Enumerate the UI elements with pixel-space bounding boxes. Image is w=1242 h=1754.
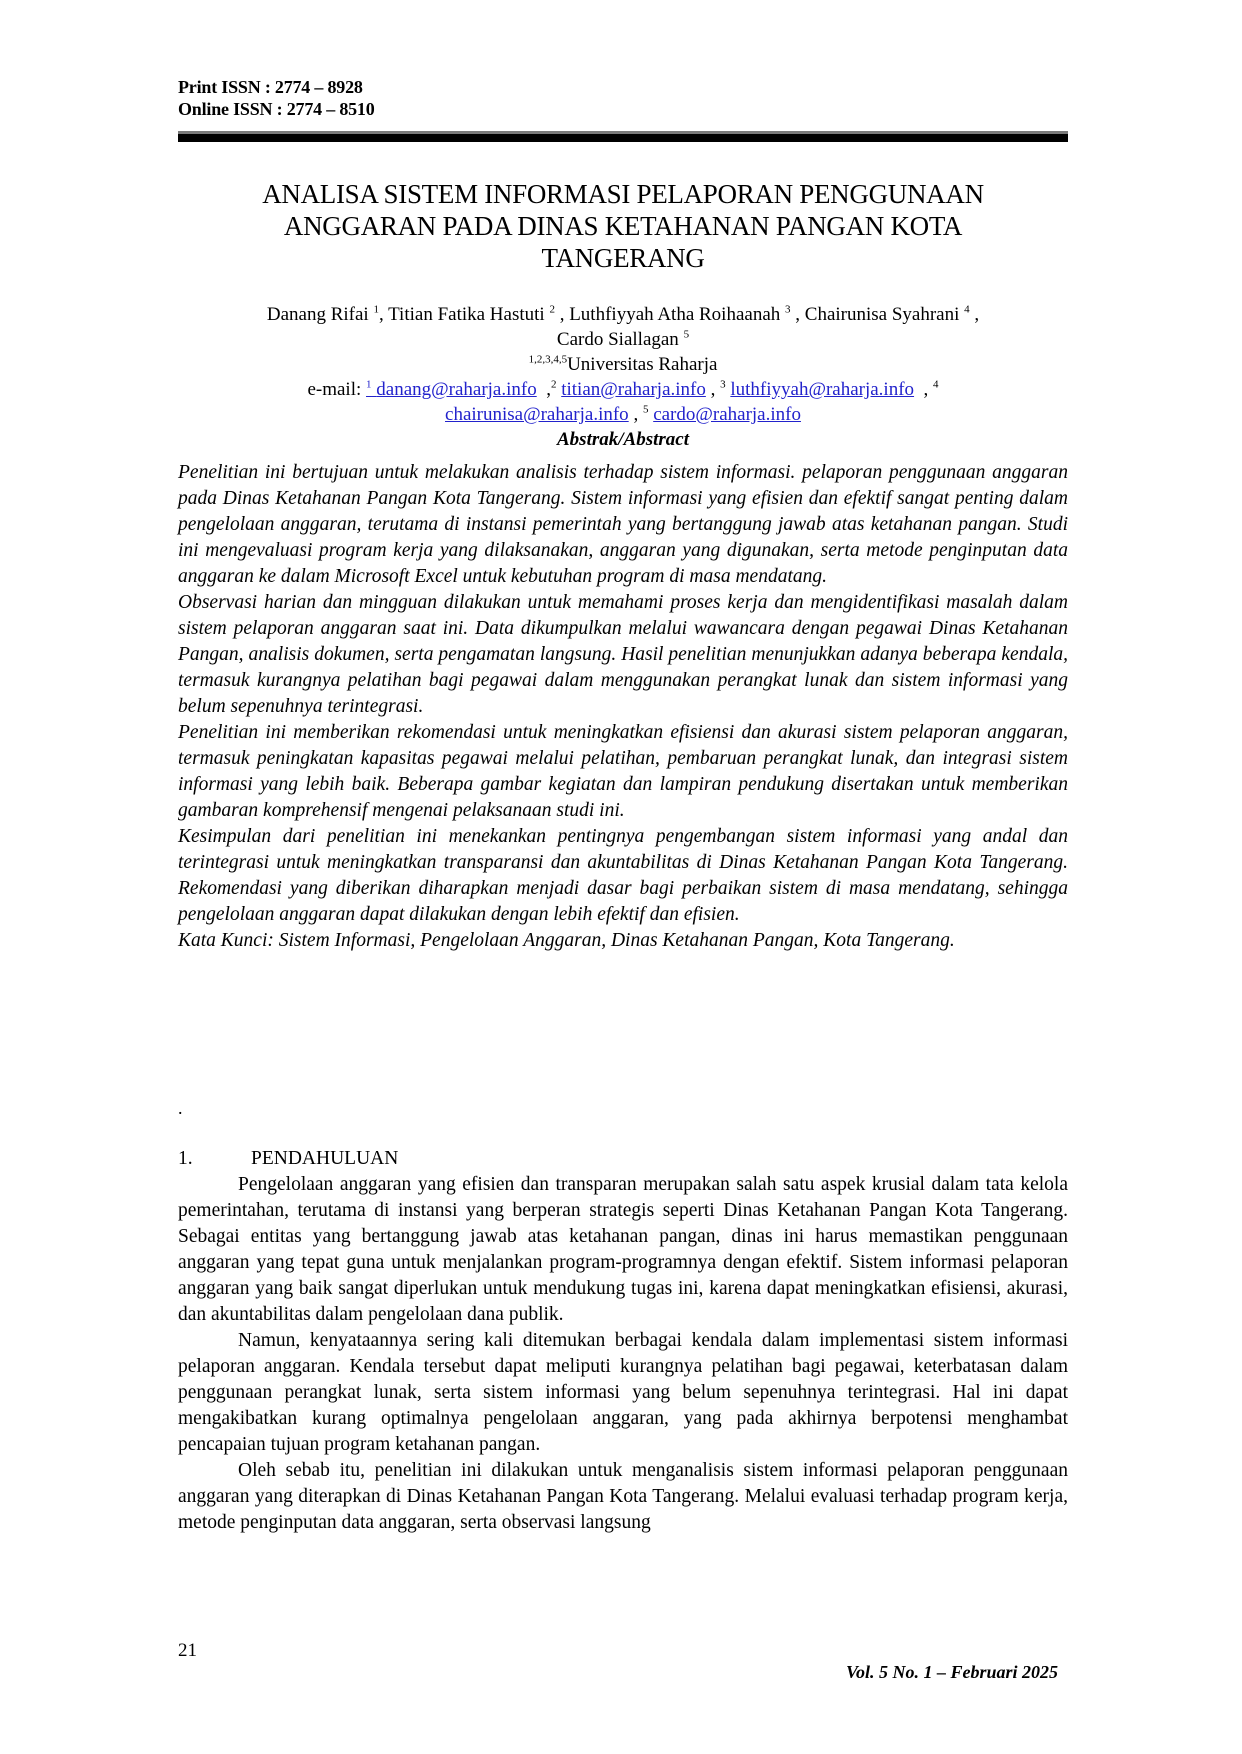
abstract-paragraph: Kesimpulan dari penelitian ini menekankan pentingnya pengembangan sistem informasi yang andal dan terintegrasi untuk meningkatkan transparansi dan akuntabilitas di Dinas Ketahanan Pangan Kota Tangerang. Rekomendasi yang diberikan diharapkan menjadi dasar bagi perbaikan sistem di masa mendatang, sehingga pengelolaan anggaran dapat dilakukan dengan lebih efektif dan efisien. [178,826,1068,925]
page-number: 21 [178,1640,197,1661]
author-sup: 1 [373,303,379,316]
affiliation-name: Universitas Raharja [567,354,718,375]
header-rule [178,131,1068,142]
affiliation [178,352,1068,377]
print-issn: Print ISSN : 2774 – 8928 [178,77,363,97]
author-name: Chairunisa Syahrani [804,304,960,325]
online-issn: Online ISSN : 2774 – 8510 [178,99,375,119]
author-name: Danang Rifai [266,304,369,325]
abstract-paragraph: Penelitian ini bertujuan untuk melakukan analisis terhadap sistem informasi. pelaporan penggunaan anggaran pada Dinas Ketahanan Pangan Kota Tangerang. Sistem informasi yang efisien dan efektif sangat penting dalam pengelolaan anggaran, terutama di instansi pemerintah yang bertanggung jawab atas ketahanan pangan. Studi ini mengevaluasi program kerja yang dilaksanakan, anggaran yang digunakan, serta metode penginputan data anggaran ke dalam Microsoft Excel untuk kebutuhan program di masa mendatang. [178,462,1068,587]
body-paragraph: Pengelolaan anggaran yang efisien dan transparan merupakan salah satu aspek krusial dalam tata kelola pemerintahan, terutama di instansi yang berperan strategis seperti Dinas Ketahanan Pangan Kota Tangerang. Sebagai entitas yang bertanggung jawab atas ketahanan pangan, dinas ini harus memastikan penggunaan anggaran yang tepat guna untuk menjalankan program-programnya dengan efektif. Sistem informasi pelaporan anggaran yang baik sangat diperlukan untuk mendukung tugas ini, karena dapat meningkatkan efisiensi, akurasi, dan akuntabilitas dalam pengelolaan dana publik. [178,1174,1068,1325]
abstract-paragraph: Observasi harian dan mingguan dilakukan untuk memahami proses kerja dan mengidentifikasi masalah dalam sistem pelaporan anggaran saat ini. Data dikumpulkan melalui wawancara dengan pegawai Dinas Ketahanan Pangan, analisis dokumen, serta pengamatan langsung. Hasil penelitian menunjukkan adanya beberapa kendala, termasuk kurangnya pelatihan bagi pegawai dalam menggunakan perangkat lunak dan sistem informasi yang belum sepenuhnya terintegrasi. [178,592,1068,717]
author-list: Danang Rifai $^1$, Titian Fatika Hastuti $^2$ , Luthfiyyah Atha Roihaanah $^3$ , Chairunisa Syahrani $^4$ , Cardo Siallagan $^5$ [266,303,980,350]
email-sup: 4 [933,378,939,391]
abstract-body [178,460,1068,954]
author-name: Titian Fatika Hastuti [388,304,545,325]
section-introduction [178,1146,1068,1536]
keywords: Kata Kunci: Sistem Informasi, Pengelolaan Anggaran, Dinas Ketahanan Pangan, Kota Tangerang. [178,930,955,951]
abstract-heading: Abstrak/Abstract [557,429,689,450]
stray-dot: . [178,1098,183,1118]
paper-title [178,178,1068,274]
email-link[interactable]: luthfiyyah@raharja.info [730,379,915,400]
email-list: e-mail: $^1$ danang@raharja.info ,$^2$ titian@raharja.info , $^3$ luthfiyyah@raharja.info , $^4$ chairunisa@raharja.info , $^5$ cardo@raharja.info [307,378,939,425]
email-sup: 5 [642,403,649,416]
email-link[interactable]: chairunisa@raharja.info [445,404,629,425]
author-sup: 4 [964,303,970,316]
section-heading [178,1146,1068,1172]
email-address: danang@raharja.info [376,379,537,400]
author-block [178,302,1068,452]
author-sup: 3 [785,303,791,316]
email-sup: 1 [366,378,372,391]
author-sup: 2 [549,303,555,316]
title-line: ANALISA SISTEM INFORMASI PELAPORAN PENGGUNAAN [262,179,984,209]
affiliation-sup: 1,2,3,4,5 [528,353,568,366]
email-link[interactable] [366,379,537,400]
email-link[interactable]: cardo@raharja.info [653,404,801,425]
section-title: PENDAHULUAN [251,1148,399,1169]
title-line: ANGGARAN PADA DINAS KETAHANAN PANGAN KOTA [283,211,963,241]
email-link[interactable]: titian@raharja.info [561,379,706,400]
email-sup: 2 [550,378,557,391]
email-label: e-mail: [307,379,362,400]
body-paragraph: Oleh sebab itu, penelitian ini dilakukan untuk menganalisis sistem informasi pelaporan penggunaan anggaran yang diterapkan di Dinas Ketahanan Pangan Kota Tangerang. Melalui evaluasi terhadap program kerja, metode penginputan data anggaran, serta observasi langsung [178,1460,1068,1533]
issn-block [178,76,1068,120]
author-name: Cardo Siallagan [556,329,679,350]
abstract-paragraph: Penelitian ini memberikan rekomendasi untuk meningkatkan efisiensi dan akurasi sistem pelaporan anggaran, termasuk peningkatan kapasitas pegawai melalui pelatihan, pembaruan perangkat lunak, dan integrasi sistem informasi yang lebih baik. Beberapa gambar kegiatan dan lampiran pendukung disertakan untuk memberikan gambaran komprehensif mengenai pelaksanaan studi ini. [178,722,1068,821]
author-sup: 5 [683,328,690,341]
body-paragraph: Namun, kenyataannya sering kali ditemukan berbagai kendala dalam implementasi sistem informasi pelaporan anggaran. Kendala tersebut dapat meliputi kurangnya pelatihan bagi pegawai, keterbatasan dalam penggunaan perangkat lunak, serta sistem informasi yang belum sepenuhnya terintegrasi. Hal ini dapat mengakibatkan kurang optimalnya pengelolaan anggaran, yang pada akhirnya berpotensi menghambat pencapaian tujuan program ketahanan pangan. [178,1330,1068,1455]
author-name: Luthfiyyah Atha Roihaanah [569,304,781,325]
title-line: TANGERANG [541,243,705,273]
section-number: 1. [178,1148,193,1169]
email-sup: 3 [720,378,726,391]
volume-footer: Vol. 5 No. 1 – Februari 2025 [845,1662,1058,1682]
